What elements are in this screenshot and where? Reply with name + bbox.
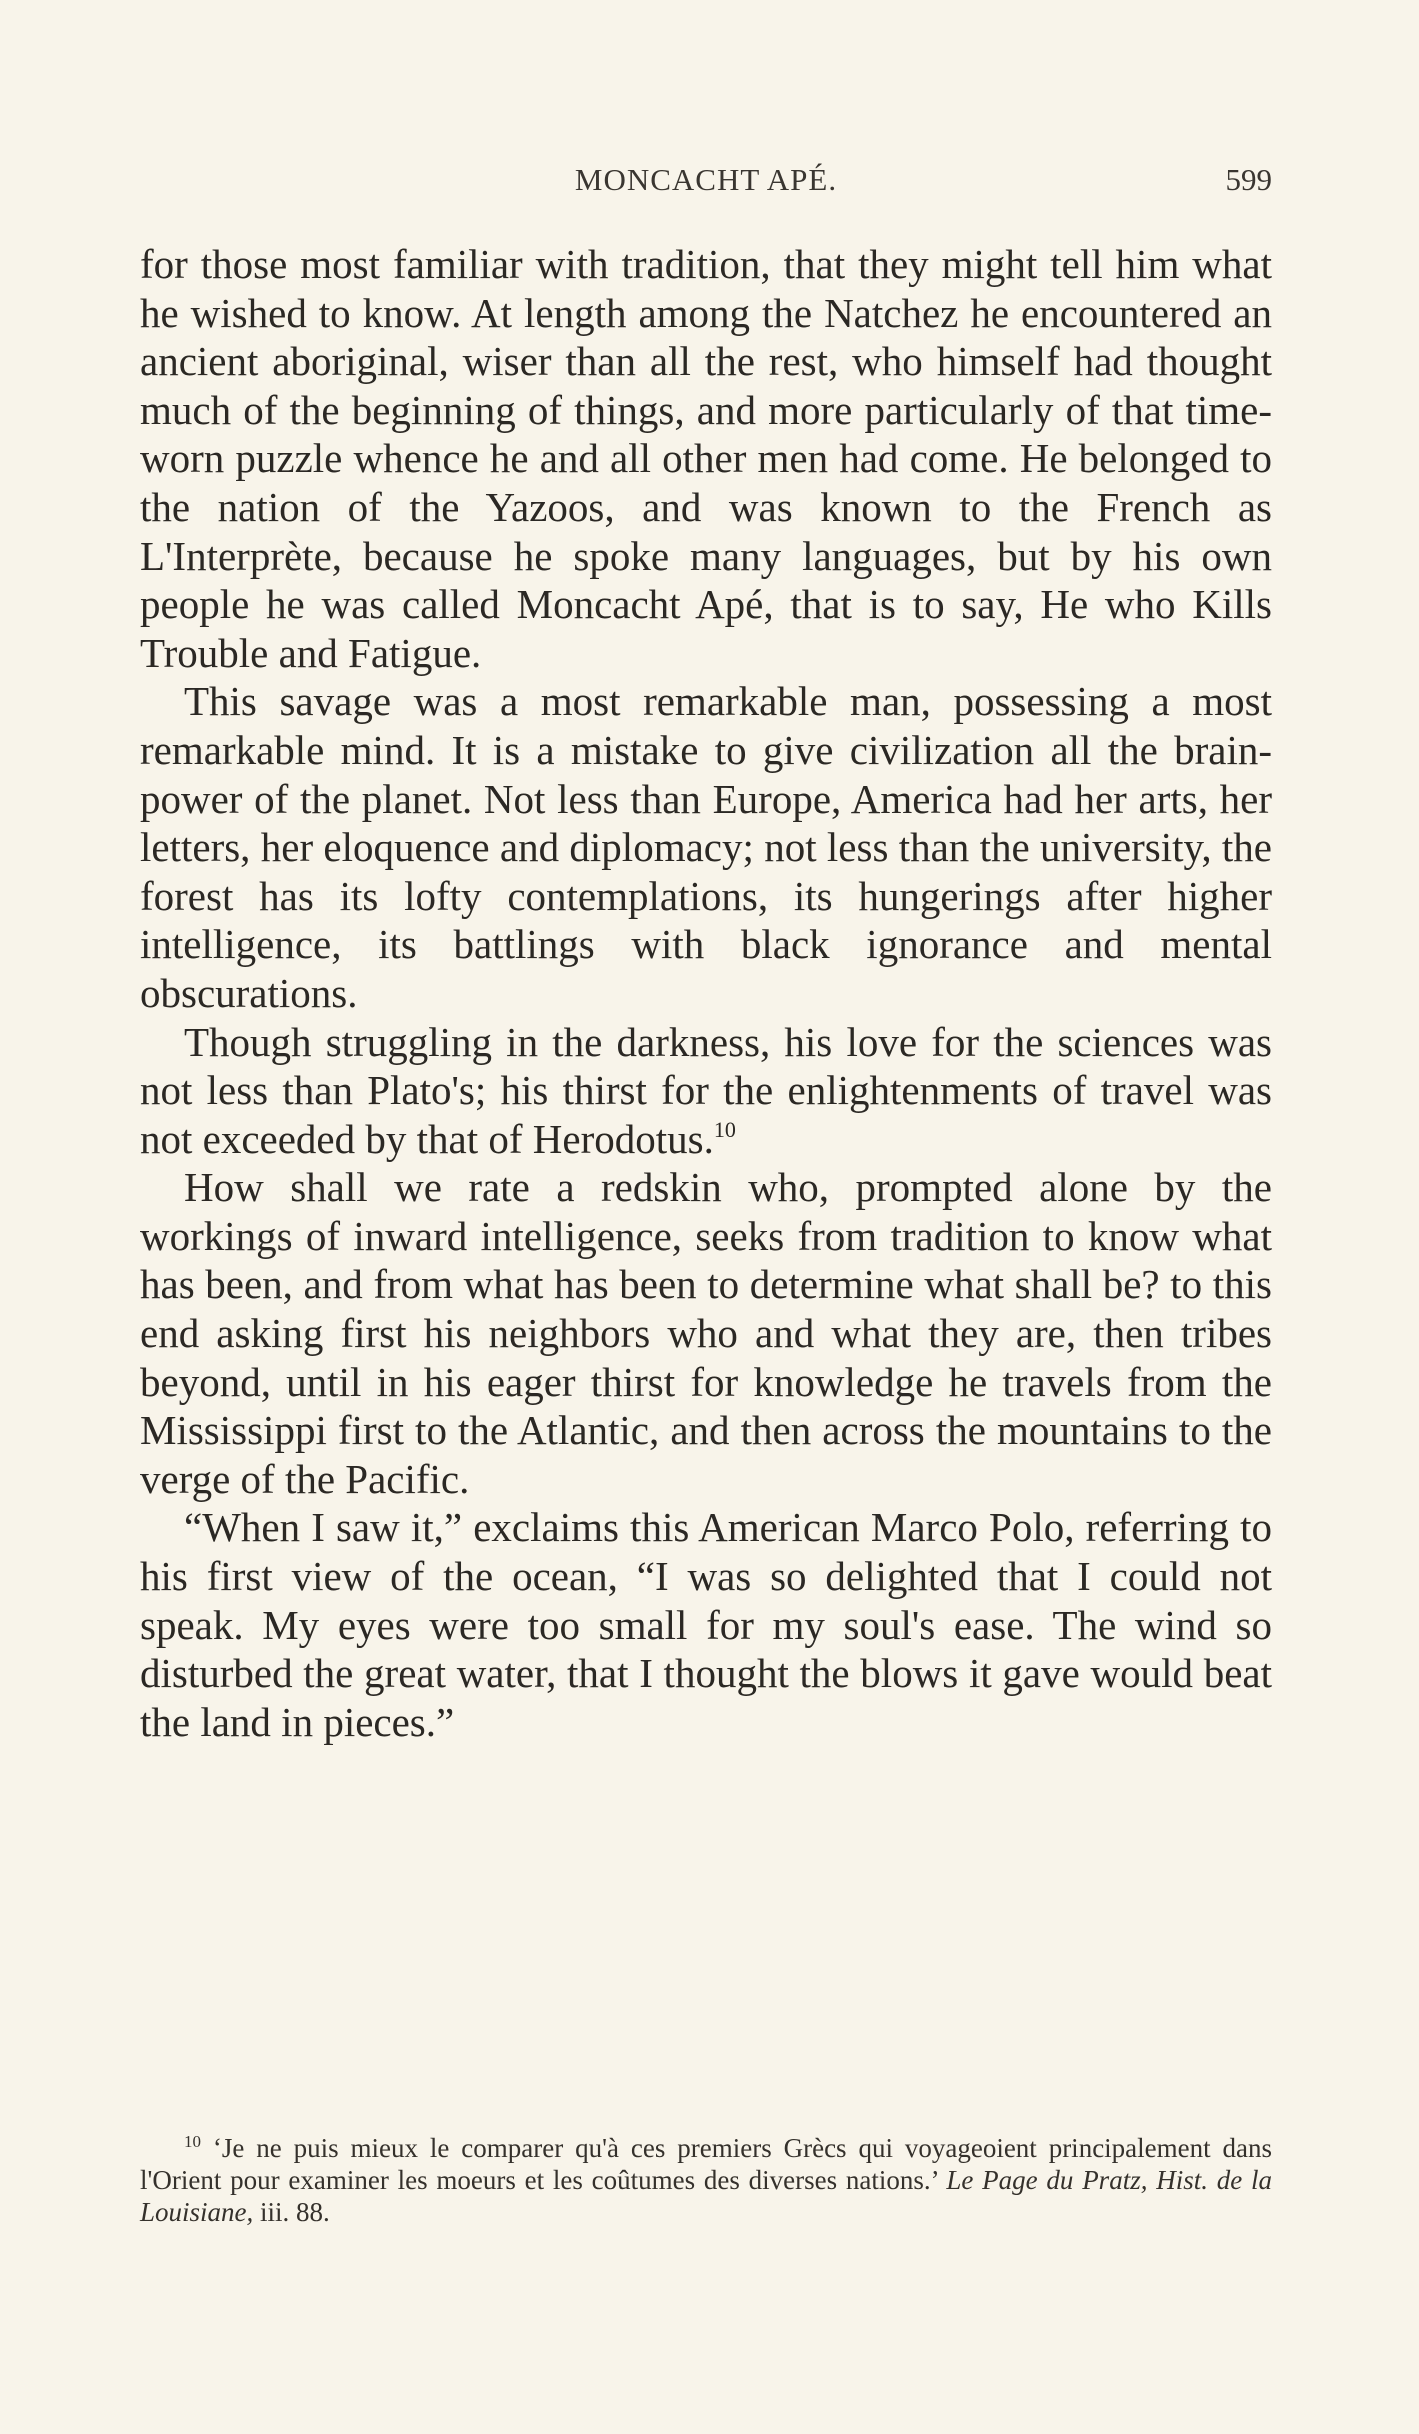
running-head <box>140 162 1272 212</box>
footnotes <box>140 2132 1272 2228</box>
paragraph-3 <box>140 1018 1272 1164</box>
footnote-reference: 10 <box>713 1116 736 1142</box>
paragraph-5: “When I saw it,” exclaims this American Marco Polo, referring to his first view of the ocean, “I was so delighted that I could not speak. My eyes were too small for my soul's ease. The wind so disturbed the great water, that I thought the blows it gave would beat the land in pieces.” <box>140 1504 1272 1745</box>
body-text <box>140 240 1272 1746</box>
paragraph-4: How shall we rate a redskin who, prompted alone by the workings of inward intelligence, seeks from tradition to know what has been, and from what has been to determine what shall be? to this end asking first his neighbors who and what they are, then tribes beyond, until in his eager thirst for knowledge he travels from the Mississippi first to the Atlantic, and then across the mountains to the verge of the Pacific. <box>140 1164 1272 1502</box>
footnote-number: 10 <box>184 2132 201 2151</box>
paragraph-2: This savage was a most remarkable man, possessing a most remarkable mind. It is a mistake to give civilization all the brain-power of the planet. Not less than Europe, America had her arts, her letters, her eloquence and diplomacy; not less than the university, the forest has its lofty contemplations, its hungerings after higher intelligence, its battlings with black ignorance and mental obscurations. <box>140 678 1272 1016</box>
paragraph-1: for those most familiar with tradition, that they might tell him what he wished to know. At length among the Natchez he encountered an ancient aboriginal, wiser than all the rest, who himself had thought much of the beginning of things, and more particularly of that time-worn puzzle whence he and all other men had come. He belonged to the nation of the Yazoos, and was known to the French as L'Interprète, because he spoke many languages, but by his own people he was called Moncacht Apé, that is to say, He who Kills Trouble and Fatigue. <box>140 241 1272 676</box>
footnote-text: ‘Je ne puis mieux le comparer qu'à ces premiers Grècs qui voyageoient principalement dans l'Orient pour examiner les moeurs et les coûtumes des diverses nations.’ <box>140 2133 1273 2195</box>
footnote-citation-work: Le Page du Pratz, Hist. de la Louisiane, <box>140 2165 1273 2227</box>
paragraph-3-text: Though struggling in the darkness, his love for the sciences was not less than Plato's; his thirst for the enlightenments of travel was not exceeded by that of Herodotus. <box>140 1018 1272 1162</box>
page-number: 599 <box>1225 162 1272 197</box>
footnote-10 <box>140 2132 1272 2228</box>
footnote-citation-location: iii. 88. <box>260 2197 330 2227</box>
running-head-title: MONCACHT APÉ. <box>574 162 838 197</box>
